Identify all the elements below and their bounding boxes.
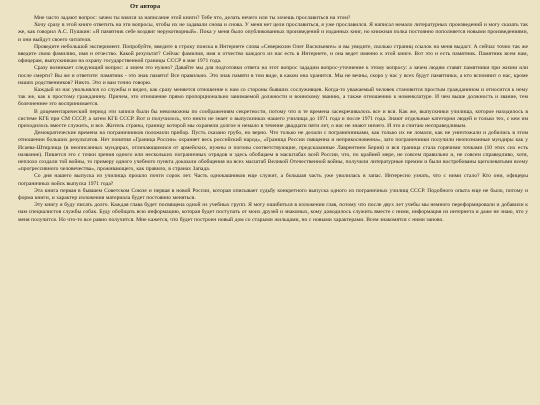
paragraph: Демократические времена на пограничников положили прибор. Пусть сказано грубо, но верно. Что только не делали с пограничниками, как только их не ломали, как не уничтожали и добились в этом отношении больших результатов. Нет понятия «Граница России» охраняет весь российский народ», «Граница России священна и неприкосновенна», зато пограничники получили неопознанные мундиры как у Исаева-Штирлица (в неописанных мундирах, отличающимися от армейских, нужны и погоны соответствующие, предсказанные Лаврентием Берия) и вся граница стала горячими точками (10 этих сих есть название). Пишется это с точки зрения одного или нескольких пограничных отрядов и здесь обобщаем в масштабах всей России, что, по крайней мере, не совсем правильно и, не совсем справедливо, хотя, неплохо создали той войны, то примеру одного учебного пункта доказали обобщения на всех масштаб Великой Отечественной войны, получили литературные премии и были востребованы щеголеватыми всему «прогрессивного человечества», проживающего, как правило, в странах Запада. <box>18 130 528 173</box>
paragraph: Хочу сразу в этой книге ответить на эти вопросы, чтобы их не задавали снова и снова. У меня нет цели прославиться, я уже прославился. Я написал немало литературных произведений и могу сказать так же, как говорил А.С. Пушкин: «Я памятник себе воздвиг нерукотворный». Пока у меня было опубликованных произведений и изданных книг, но книжная полка постоянно пополняется новыми произведениями, и они выйдут своего читателя. <box>18 22 528 43</box>
paragraph: Эта книга первая в бывшем Советском Союзе и первая в новой России, которая описывает судьбу конкретного выпуска одного из пограничных училищ СССР. Подобного опыта еще не было, потому и форма книги, и характер изложения материала будет постоянно меняться. <box>18 187 528 202</box>
paragraph: Со дня нашего выпуска из училища прошло почти сорок лет. Часть однокашников еще служит, а большая часть уже уволилась в запас. Интересно узнать, что с ними стало? Кто они, офицеры пограничных войск выпуска 1971 года? <box>18 173 528 187</box>
paragraph: Каждый из нас увольнялся со службы и видел, как сразу меняется отношение к нам со стороны бывших сослуживцев. Когда-то уважаемый человек становится простым гражданином и относится к нему так же, как к простому гражданину. Причем, это отношение прямо пропорционально занимаемой должности и воинскому званию, а также отношению к номенклатуре. И чем выше должность и звание, тем болезненнее это воспринимается. <box>18 87 528 108</box>
paragraph: Проведите небольшой эксперимент. Попробуйте, введите в строку поиска в Интернете слова «Северюхин Олег Васильевич» и вы увидите, сколько страниц ссылок на меня выдаст. А сейчас точно так же введите свою фамилию, имя и отчество. Какой результат? Сейчас фамилия, имя и отчество каждого из нас есть в Интернете, и она ведет именно к этой книге. Вот это и есть памятник. Памятник всем нам, офицерам, выпускникам на охрану государственной границы СССР в мае 1971 года. <box>18 43 528 65</box>
paragraph: Сразу возникает следующий вопрос: а зачем это нужно? Давайте мы для подготовки ответа на этот вопрос зададим вопрос-уточнение к этому вопросу: а зачем людям ставят памятники при жизни или после смерти? Вы же и ответите: памятник - это знак памяти! Все правильно. Это знак памяти в том виде, в каком она хранится. Мы не вечны, скоро у нас у всех будут памятники, а кто вспомнит о нас, кроме наших родственников? Никто. Это и вам точно говорю. <box>18 65 528 86</box>
paragraph: Мне часто задают вопрос: зачем ты взялся за написание этой книги? Тебе что, делать нечего или ты хочешь прославиться на этом? <box>34 15 351 21</box>
paragraph: В доцементарический период эти записи были бы невозможны по соображениям секретности, потому что в те времена засекречивалось все и вся. Как же, выпускники училища, которое находилось в системе КГБ при СМ СССР, а затем КГБ СССР. Вот и получилось, что никто не знает о выпускниках нашего училища до 1971 года и после 1971 года. Знают отдельные категории людей и только тех, с кем им приходилось вместе служить, и все. Житель страны, границу которой мы охраняли долгое и немало в течение двадцати пяти лет, о нас не знают ничего. И это я считаю несправедливым. <box>18 108 528 130</box>
paragraph: Эту книгу я буду писать долго. Каждая глава будет посвящена одной из учебных групп. Я могу ошибиться в изложении глав, потому что после двух лет учебы мы немного переформировали и добавили к нам специалистов службы собак. Буду обобщать всю информацию, которая будет поступать от моих друзей и знакомых, кому доводилось служить вместе с ними, информация из интернета и даже не знаю, что у меня получится. Но что-то все равно получится. Мне кажется, что будет построен новый дом со старыми жильцами, но с новыми характерами. Всем знакомятся с ними заново. <box>18 202 528 223</box>
section-heading: От автора <box>130 3 161 10</box>
